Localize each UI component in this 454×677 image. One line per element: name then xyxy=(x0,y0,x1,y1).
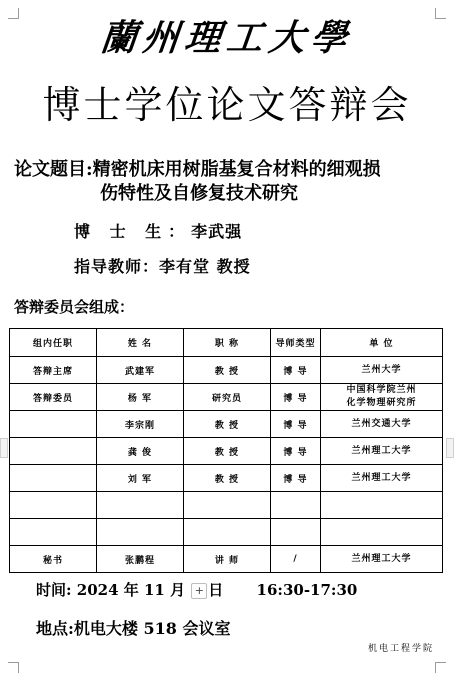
page-corner-mark xyxy=(8,662,19,673)
table-cell xyxy=(10,411,97,438)
plus-icon[interactable]: + xyxy=(191,583,207,599)
left-resize-handle[interactable] xyxy=(0,438,8,458)
advisor-label: 指导教师： xyxy=(74,257,160,276)
table-cell xyxy=(10,492,97,519)
table-cell: 兰州理工大学 xyxy=(321,546,443,573)
thesis-title-block xyxy=(14,158,444,206)
table-row xyxy=(10,465,443,492)
schedule-place xyxy=(36,616,230,639)
table-cell: 教 授 xyxy=(184,411,271,438)
column-header-supervisor-type: 导师类型 xyxy=(271,329,321,357)
column-header-name: 姓 名 xyxy=(97,329,184,357)
table-cell xyxy=(10,519,97,546)
table-row xyxy=(10,357,443,384)
table-cell: 博 导 xyxy=(271,465,321,492)
doctor-label: 博 士 生： xyxy=(74,222,192,241)
table-cell: 教 授 xyxy=(184,465,271,492)
footer-organization: 机电工程学院 xyxy=(367,644,434,654)
table-cell: 李宗刚 xyxy=(97,411,184,438)
table-cell: 张鹏程 xyxy=(97,546,184,573)
table-cell xyxy=(184,519,271,546)
table-cell: 兰州理工大学 xyxy=(321,465,443,492)
table-cell xyxy=(321,492,443,519)
table-cell: 秘书 xyxy=(10,546,97,573)
committee-table xyxy=(9,328,443,573)
place-text: 机电大楼 518 会议室 xyxy=(73,619,231,638)
page-title: 博士学位论文答辩会 xyxy=(42,83,412,127)
column-header-role: 组内任职 xyxy=(10,329,97,357)
table-cell xyxy=(97,519,184,546)
table-cell: 兰州大学 xyxy=(321,357,443,384)
table-cell: 兰州理工大学 xyxy=(321,438,443,465)
table-cell xyxy=(10,465,97,492)
table-row xyxy=(10,519,443,546)
place-label: 地点: xyxy=(36,619,74,638)
table-header-row xyxy=(10,329,443,357)
thesis-title-line1: 精密机床用树脂基复合材料的细观损 xyxy=(92,159,381,180)
table-cell xyxy=(271,519,321,546)
table-cell: 龚 俊 xyxy=(97,438,184,465)
committee-heading: 答辩委员会组成： xyxy=(14,298,135,316)
table-cell xyxy=(97,492,184,519)
table-cell xyxy=(184,492,271,519)
advisor-row xyxy=(74,254,251,277)
table-cell: 教 授 xyxy=(184,438,271,465)
table-row xyxy=(10,384,443,411)
column-header-unit: 单 位 xyxy=(321,329,443,357)
doctor-row xyxy=(74,219,242,242)
table-row xyxy=(10,411,443,438)
table-cell: 刘 军 xyxy=(97,465,184,492)
table-cell xyxy=(10,438,97,465)
doctor-name: 李武强 xyxy=(191,222,243,241)
table-cell: 中国科学院兰州 化学物理研究所 xyxy=(321,384,443,411)
date-text: 2024 年 11 月 xyxy=(76,581,191,599)
right-resize-handle[interactable] xyxy=(446,438,454,458)
table-cell: 答辩委员 xyxy=(10,384,97,411)
date-suffix: 日 xyxy=(208,581,224,599)
table-cell: 研究员 xyxy=(184,384,271,411)
table-cell xyxy=(321,519,443,546)
table-cell: 兰州交通大学 xyxy=(321,411,443,438)
advisor-name: 李有堂 教授 xyxy=(159,257,251,276)
thesis-label: 论文题目: xyxy=(14,159,93,180)
table-row xyxy=(10,546,443,573)
table-cell: 博 导 xyxy=(271,411,321,438)
schedule-time xyxy=(36,579,357,600)
table-cell: / xyxy=(271,546,321,573)
table-cell: 讲 师 xyxy=(184,546,271,573)
column-header-title: 职 称 xyxy=(184,329,271,357)
time-slot: 16:30-17:30 xyxy=(256,581,358,599)
thesis-title-line2: 伤特性及自修复技术研究 xyxy=(100,183,298,204)
table-row xyxy=(10,492,443,519)
time-label: 时间: xyxy=(36,581,72,599)
table-cell: 博 导 xyxy=(271,357,321,384)
table-row xyxy=(10,438,443,465)
page-corner-mark xyxy=(435,662,446,673)
table-cell: 武建军 xyxy=(97,357,184,384)
table-cell: 教 授 xyxy=(184,357,271,384)
table-cell: 博 导 xyxy=(271,384,321,411)
table-cell: 答辩主席 xyxy=(10,357,97,384)
table-cell: 博 导 xyxy=(271,438,321,465)
table-cell: 杨 军 xyxy=(97,384,184,411)
table-cell xyxy=(271,492,321,519)
university-logo: 蘭州理工大學 xyxy=(98,17,355,59)
